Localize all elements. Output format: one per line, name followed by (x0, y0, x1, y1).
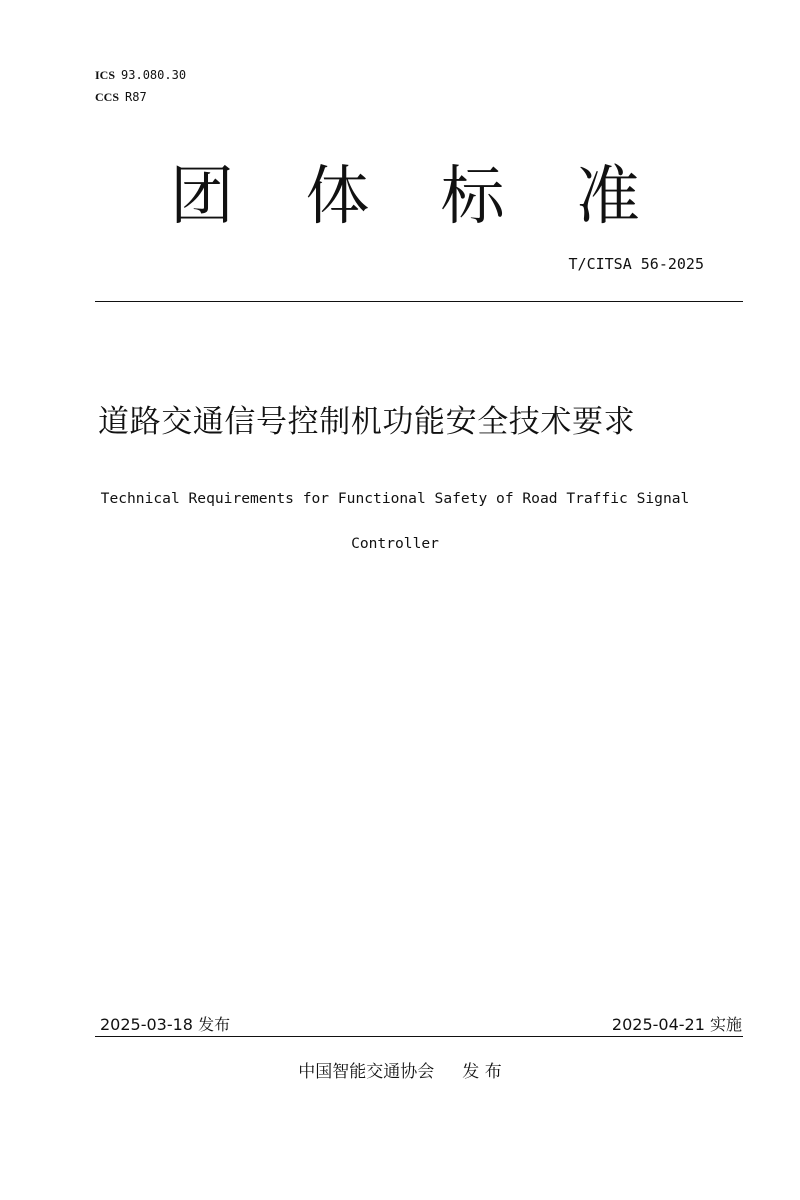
ics-value: 93.080.30 (121, 68, 187, 82)
publisher-action: 发 布 (462, 1062, 502, 1082)
standard-type-char: 准 (575, 160, 640, 234)
standard-type-char: 标 (440, 160, 505, 234)
title-chinese: 道路交通信号控制机功能安全技术要求 (98, 404, 636, 440)
publisher-line (0, 1057, 800, 1082)
classification-codes (95, 64, 186, 108)
ics-code (95, 64, 186, 86)
ccs-value: R87 (125, 90, 147, 104)
standard-type-char: 体 (305, 160, 370, 234)
standard-number: T/CITSA 56-2025 (568, 255, 704, 273)
title-english-line1: Technical Requirements for Functional Safety of Road Traffic Signal (100, 490, 690, 507)
top-divider (95, 301, 743, 302)
title-english (0, 476, 790, 566)
bottom-divider (95, 1036, 743, 1037)
effective-date: 2025-04-21 实施 (611, 1015, 742, 1034)
standard-type-char: 团 (170, 160, 234, 234)
ccs-code (95, 86, 186, 108)
ccs-label: CCS (95, 90, 120, 104)
publish-date: 2025-03-18 发布 (100, 1015, 231, 1034)
title-english-line2: Controller (351, 535, 439, 552)
standard-type-title (170, 152, 640, 242)
ics-label: ICS (95, 68, 116, 82)
publisher-name: 中国智能交通协会 (298, 1062, 435, 1082)
